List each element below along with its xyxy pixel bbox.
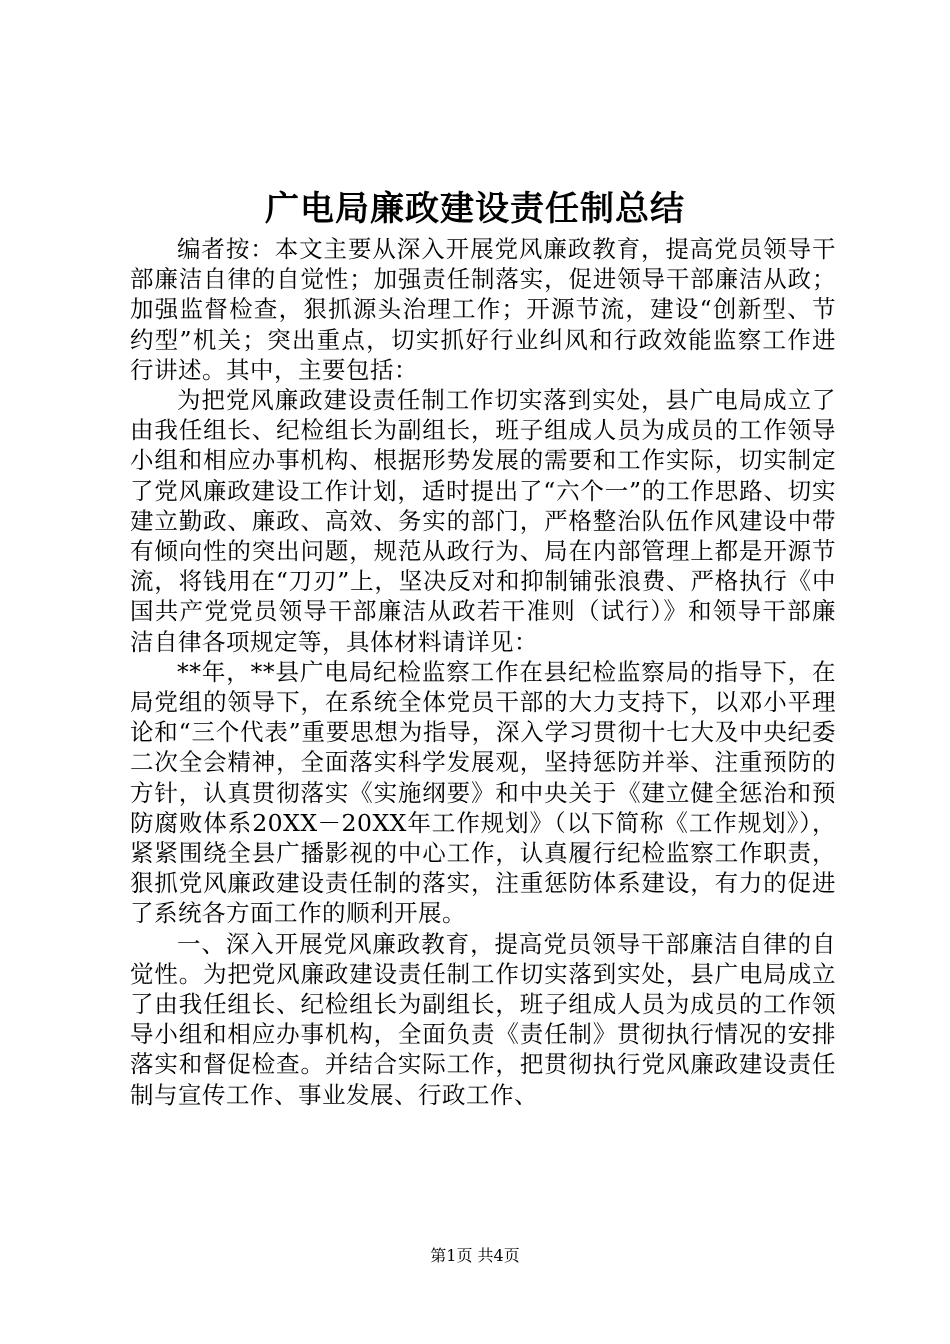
- paragraph-section-one: 一、深入开展党风廉政教育，提高党员领导干部廉洁自律的自觉性。为把党风廉政建设责任制工作切实落到实处，县广电局成立了由我任组长、纪检组长为副组长，班子组成人员为成员的工作领导小组和相应办事机构，全面负责《责任制》贯彻执行情况的安排落实和督促检查。并结合实际工作，把贯彻执行党风廉政建设责任制与宣传工作、事业发展、行政工作、: [130, 929, 836, 1109]
- document-body: [130, 234, 836, 1110]
- document-title: 广电局廉政建设责任制总结: [265, 189, 685, 229]
- paragraph-introduction: 为把党风廉政建设责任制工作切实落到实处，县广电局成立了由我任组长、纪检组长为副组长，班子组成人员为成员的工作领导小组和相应办事机构、根据形势发展的需要和工作实际，切实制定了党风廉政建设工作计划，适时提出了“六个一”的工作思路、切实建立勤政、廉政、高效、务实的部门，严格整治队伍作风建设中带有倾向性的突出问题，规范从政行为、局在内部管理上都是开源节流，将钱用在“刀刃”上，坚决反对和抑制铺张浪费、严格执行《中国共产党党员领导干部廉洁从政若干准则（试行）》和领导干部廉洁自律各项规定等，具体材料请详见：: [130, 386, 836, 656]
- paragraph-editor-note: 编者按：本文主要从深入开展党风廉政教育，提高党员领导干部廉洁自律的自觉性；加强责任制落实，促进领导干部廉洁从政；加强监督检查，狠抓源头治理工作；开源节流，建设“创新型、节约型”机关；突出重点，切实抓好行业纠风和行政效能监察工作进行讲述。其中，主要包括：: [130, 235, 836, 384]
- page-footer: 第1页 共4页: [430, 1246, 520, 1265]
- paragraph-annual-summary: **年，**县广电局纪检监察工作在县纪检监察局的指导下，在局党组的领导下，在系统全体党员干部的大力支持下，以邓小平理论和“三个代表”重要思想为指导，深入学习贯彻十七大及中央纪委二次全会精神，全面落实科学发展观，坚持惩防并举、注重预防的方针，认真贯彻落实《实施纲要》和中央关于《建立健全惩治和预防腐败体系20XX－20XX年工作规划》（以下简称《工作规划》），紧紧围绕全县广播影视的中心工作，认真履行纪检监察工作职责，狠抓党风廉政建设责任制的落实，注重惩防体系建设，有力的促进了系统各方面工作的顺利开展。: [130, 657, 836, 928]
